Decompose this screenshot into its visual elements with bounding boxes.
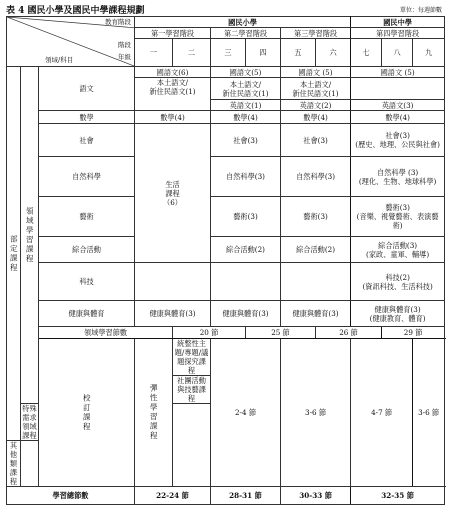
header-stage2: 第二學習階段 bbox=[211, 28, 281, 39]
row-tech: 科技 bbox=[39, 263, 135, 301]
tech-s4: 科技(2) (資訊科技、生活科技) bbox=[351, 263, 445, 301]
domain-total-s2: 25 節 bbox=[246, 327, 316, 339]
row-social: 社會 bbox=[39, 124, 135, 157]
flex-label: 彈性學習課程 bbox=[149, 384, 159, 441]
flex-item-4: 其他類課程 bbox=[7, 441, 21, 487]
grade-4: 四 bbox=[246, 39, 281, 67]
math-s3: 數學(4) bbox=[281, 111, 351, 124]
row-integrated: 綜合活動 bbox=[39, 237, 135, 263]
science-s3: 自然科學(3) bbox=[281, 157, 351, 197]
lang-s3-a: 國語文 (5) bbox=[281, 67, 351, 78]
domain-total-s3: 26 節 bbox=[316, 327, 382, 339]
corner-domain: 領域/科目 bbox=[45, 55, 74, 64]
social-s3: 社會(3) bbox=[281, 124, 351, 157]
flex-s4: 3-6 節 bbox=[413, 339, 445, 487]
row-arts: 藝術 bbox=[39, 197, 135, 237]
integrated-s4: 綜合活動(3) (家政、童軍、輔導) bbox=[351, 237, 445, 263]
grade-8: 八 bbox=[382, 39, 413, 67]
lang-s1-b: 本土語文/ 新住民語文(1) bbox=[135, 78, 211, 111]
health-s2: 健康與體育(3) bbox=[211, 301, 281, 327]
school-label-cell bbox=[39, 339, 135, 487]
grade-2: 二 bbox=[173, 39, 211, 67]
lang-s3-b: 本土語文/ 新住民語文(1) bbox=[281, 78, 351, 100]
flex-item-2: 社團活動與技藝課程 bbox=[173, 376, 211, 404]
lang-s4-empty bbox=[351, 78, 445, 100]
total-s4: 32-35 節 bbox=[351, 487, 445, 505]
integrated-s2: 綜合活動(2) bbox=[211, 237, 281, 263]
grade-3: 三 bbox=[211, 39, 246, 67]
grade-1: 一 bbox=[135, 39, 173, 67]
flex-s2: 3-6 節 bbox=[281, 339, 351, 487]
row-domain-total: 領域學習節數 bbox=[39, 327, 173, 339]
health-s3: 健康與體育(3) bbox=[281, 301, 351, 327]
math-s2: 數學(4) bbox=[211, 111, 281, 124]
social-s2: 社會(3) bbox=[211, 124, 281, 157]
arts-s3: 藝術(3) bbox=[281, 197, 351, 237]
grade-6: 六 bbox=[316, 39, 351, 67]
tech-s2-empty bbox=[211, 263, 281, 301]
curriculum-table bbox=[6, 16, 445, 505]
total-s2: 28-31 節 bbox=[211, 487, 281, 505]
tech-s3-empty bbox=[281, 263, 351, 301]
domain-total-s1: 20 節 bbox=[173, 327, 246, 339]
domain-total-s4: 29 節 bbox=[382, 327, 445, 339]
flex-s1: 2-4 節 bbox=[211, 339, 281, 487]
lang-s4-c: 英語文(3) bbox=[351, 100, 445, 111]
arts-s2: 藝術(3) bbox=[211, 197, 281, 237]
flex-s3: 4-7 節 bbox=[351, 339, 413, 487]
header-stage1: 第一學習階段 bbox=[135, 28, 211, 39]
row-language: 語文 bbox=[39, 67, 135, 111]
row-health: 健康與體育 bbox=[39, 301, 135, 327]
science-s4: 自然科學 (3) (理化、生物、地球科學) bbox=[351, 157, 445, 197]
header-stage3: 第三學習階段 bbox=[281, 28, 351, 39]
table-title: 表 4 國民小學及國民中學課程規劃 bbox=[6, 6, 145, 16]
lang-s2-c: 英語文(1) bbox=[211, 100, 281, 111]
flex-item-1: 統整性主題/專題/議題探究課程 bbox=[173, 339, 211, 376]
flex-label-cell bbox=[135, 339, 173, 487]
row-science: 自然科學 bbox=[39, 157, 135, 197]
row-total: 學習總節數 bbox=[7, 487, 135, 505]
lang-s2-b: 本土語文/ 新住民語文(1) bbox=[211, 78, 281, 100]
corner-cell bbox=[7, 17, 135, 67]
health-s1: 健康與體育(3) bbox=[135, 301, 211, 327]
integrated-s3: 綜合活動(2) bbox=[281, 237, 351, 263]
math-s4: 數學(4) bbox=[351, 111, 445, 124]
lang-s3-c: 英語文(2) bbox=[281, 100, 351, 111]
header-elementary: 國民小學 bbox=[135, 17, 351, 28]
total-s3: 30-33 節 bbox=[281, 487, 351, 505]
lang-s4-a: 國語文 (5) bbox=[351, 67, 445, 78]
domains-label-cell bbox=[21, 67, 39, 404]
life-course: 生活 課程 （6） bbox=[135, 124, 211, 263]
lang-s1-a: 國語文(6) bbox=[135, 67, 211, 78]
corner-grade: 年級 bbox=[118, 53, 132, 61]
health-s4: 健康與體育(3) (健康教育、體育) bbox=[351, 301, 445, 327]
social-s4: 社會(3) (歷史、地理、公民與社會) bbox=[351, 124, 445, 157]
domains-label: 領域學習課程 bbox=[25, 206, 35, 264]
school-label: 校訂課程 bbox=[82, 393, 92, 432]
required-label: 部定課程 bbox=[9, 234, 19, 273]
row-math: 數學 bbox=[39, 111, 135, 124]
flex-item-3: 特殊需求領域課程 bbox=[22, 404, 37, 440]
arts-s4: 藝術(3) (音樂、視覺藝術、表演藝術) bbox=[351, 197, 445, 237]
grade-5: 五 bbox=[281, 39, 316, 67]
unit-note: 單位：每週節數 bbox=[399, 7, 442, 14]
corner-stage: 階段 bbox=[118, 41, 132, 49]
tech-s1-empty bbox=[135, 263, 211, 301]
corner-stage-system: 教育階段 bbox=[105, 18, 132, 26]
math-s1: 數學(4) bbox=[135, 111, 211, 124]
lang-s2-a: 國語文(5) bbox=[211, 67, 281, 78]
science-s2: 自然科學(3) bbox=[211, 157, 281, 197]
grade-9: 九 bbox=[413, 39, 445, 67]
total-s1: 22-24 節 bbox=[135, 487, 211, 505]
header-stage4: 第四學習階段 bbox=[351, 28, 445, 39]
header-junior: 國民中學 bbox=[351, 17, 445, 28]
required-label-cell bbox=[7, 67, 21, 441]
grade-7: 七 bbox=[351, 39, 382, 67]
